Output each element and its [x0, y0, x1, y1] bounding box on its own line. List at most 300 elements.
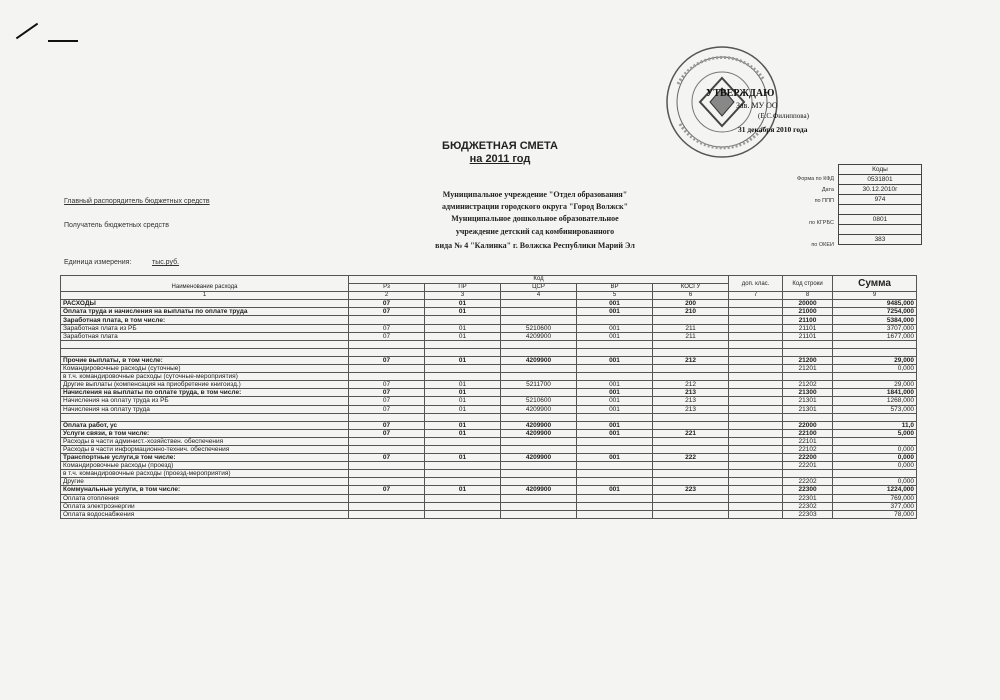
- row-pr: [425, 316, 501, 324]
- row-rz: 07: [349, 389, 425, 397]
- row-pr: [425, 445, 501, 453]
- row-dop: [729, 356, 783, 364]
- row-rz: [349, 478, 425, 486]
- row-dop: [729, 437, 783, 445]
- row-pr: 01: [425, 381, 501, 389]
- row-rz: [349, 437, 425, 445]
- row-dop: [729, 405, 783, 413]
- row-kosgu: [653, 340, 729, 348]
- codes-row: [839, 175, 922, 185]
- column-number: 6: [653, 292, 729, 300]
- col-kosgu-header: КОСГУ: [653, 284, 729, 292]
- row-line: 21301: [783, 397, 833, 405]
- row-vr: 001: [577, 429, 653, 437]
- row-csr: 4209900: [501, 332, 577, 340]
- row-line: 21301: [783, 405, 833, 413]
- row-pr: [425, 340, 501, 348]
- row-csr: [501, 373, 577, 381]
- row-csr: 4209900: [501, 486, 577, 494]
- row-name: Начисления на оплату труда из РБ: [61, 397, 349, 405]
- row-kosgu: [653, 421, 729, 429]
- row-rz: [349, 470, 425, 478]
- row-name: Оплата электроэнергии: [61, 502, 349, 510]
- row-csr: [501, 413, 577, 421]
- table-row: [61, 502, 917, 510]
- row-sum: 573,000: [833, 405, 917, 413]
- row-sum: 0,000: [833, 365, 917, 373]
- row-dop: [729, 494, 783, 502]
- row-sum: [833, 413, 917, 421]
- row-vr: [577, 445, 653, 453]
- row-rz: 07: [349, 397, 425, 405]
- row-rz: 07: [349, 356, 425, 364]
- table-row: [61, 478, 917, 486]
- row-kosgu: 222: [653, 454, 729, 462]
- code-value: 383: [839, 235, 922, 245]
- row-name: [61, 340, 349, 348]
- row-sum: 9485,000: [833, 300, 917, 308]
- row-sum: 3707,000: [833, 324, 917, 332]
- row-sum: 7254,000: [833, 308, 917, 316]
- row-csr: 4209900: [501, 429, 577, 437]
- page-title: [420, 140, 580, 166]
- row-pr: 01: [425, 454, 501, 462]
- row-pr: 01: [425, 332, 501, 340]
- row-line: 22200: [783, 454, 833, 462]
- row-rz: 07: [349, 405, 425, 413]
- row-dop: [729, 470, 783, 478]
- table-row: [61, 332, 917, 340]
- column-number: 9: [833, 292, 917, 300]
- row-csr: 5211700: [501, 381, 577, 389]
- row-vr: [577, 316, 653, 324]
- row-rz: [349, 445, 425, 453]
- row-vr: [577, 340, 653, 348]
- row-line: 21100: [783, 316, 833, 324]
- table-row: [61, 300, 917, 308]
- row-line: 22302: [783, 502, 833, 510]
- row-rz: [349, 348, 425, 356]
- table-row: [61, 324, 917, 332]
- code-value: [839, 225, 922, 235]
- org-line-1: Муниципальное учреждение "Отдел образования": [442, 190, 628, 199]
- row-name: Услуги связи, в том числе:: [61, 429, 349, 437]
- col-vr-header: ВР: [577, 284, 653, 292]
- row-rz: [349, 510, 425, 518]
- row-kosgu: [653, 510, 729, 518]
- table-row: [61, 486, 917, 494]
- row-rz: [349, 413, 425, 421]
- row-name: Расходы в части админист.-хозяйствен. обеспечения: [61, 437, 349, 445]
- row-dop: [729, 429, 783, 437]
- row-kosgu: [653, 373, 729, 381]
- table-row: [61, 445, 917, 453]
- row-vr: 001: [577, 421, 653, 429]
- table-row: [61, 494, 917, 502]
- table-row: [61, 389, 917, 397]
- row-sum: 377,000: [833, 502, 917, 510]
- row-pr: 01: [425, 324, 501, 332]
- approve-date: 31 декабря 2010 года: [738, 125, 808, 134]
- row-name: Начисления на оплату труда: [61, 405, 349, 413]
- table-row: [61, 510, 917, 518]
- row-name: Коммунальные услуги, в том числе:: [61, 486, 349, 494]
- row-line: 22300: [783, 486, 833, 494]
- row-vr: 001: [577, 332, 653, 340]
- row-dop: [729, 316, 783, 324]
- row-sum: 29,000: [833, 381, 917, 389]
- column-number: 4: [501, 292, 577, 300]
- table-row: [61, 421, 917, 429]
- row-csr: [501, 445, 577, 453]
- row-name: в т.ч. командировочные расходы (проезд-мероприятия): [61, 470, 349, 478]
- table-row: [61, 429, 917, 437]
- row-name: в т.ч. командировочные расходы (суточные-мероприятия): [61, 373, 349, 381]
- row-pr: [425, 365, 501, 373]
- row-vr: 001: [577, 300, 653, 308]
- row-vr: [577, 478, 653, 486]
- row-line: 22000: [783, 421, 833, 429]
- codes-header: Коды: [839, 165, 922, 175]
- row-dop: [729, 381, 783, 389]
- row-dop: [729, 365, 783, 373]
- code-label: Дата: [821, 187, 834, 193]
- col-csr-header: ЦСР: [501, 284, 577, 292]
- row-vr: [577, 373, 653, 381]
- row-line: 21201: [783, 365, 833, 373]
- row-pr: 01: [425, 389, 501, 397]
- scan-mark-dash: [48, 40, 78, 42]
- row-name: Прочие выплаты, в том числе:: [61, 356, 349, 364]
- row-dop: [729, 389, 783, 397]
- code-label: по КГРБС: [809, 220, 834, 226]
- row-pr: 01: [425, 356, 501, 364]
- row-line: 22100: [783, 429, 833, 437]
- org-line-5: вида № 4 "Калинка" г. Волжска Республики Марий Эл: [435, 241, 635, 250]
- row-sum: 1224,000: [833, 486, 917, 494]
- table-row: [61, 413, 917, 421]
- row-pr: 01: [425, 421, 501, 429]
- unit-value: тыс.руб.: [152, 259, 180, 266]
- main-manager-label: Главный распорядитель бюджетных средств: [64, 198, 210, 205]
- row-pr: [425, 413, 501, 421]
- code-label: Форма по КФД: [797, 176, 834, 182]
- table-row: [61, 316, 917, 324]
- codes-row: [839, 235, 922, 245]
- row-rz: 07: [349, 429, 425, 437]
- row-rz: [349, 340, 425, 348]
- row-name: Оплата работ, ус: [61, 421, 349, 429]
- row-line: 21202: [783, 381, 833, 389]
- row-line: 21200: [783, 356, 833, 364]
- row-dop: [729, 348, 783, 356]
- table-row: [61, 308, 917, 316]
- codes-row: [839, 185, 922, 195]
- row-csr: [501, 340, 577, 348]
- row-pr: [425, 502, 501, 510]
- row-kosgu: [653, 470, 729, 478]
- column-number: 5: [577, 292, 653, 300]
- row-pr: [425, 470, 501, 478]
- row-pr: [425, 437, 501, 445]
- row-dop: [729, 478, 783, 486]
- code-value: 30.12.2010г: [839, 185, 922, 195]
- codes-row: [839, 205, 922, 215]
- row-kosgu: [653, 348, 729, 356]
- row-dop: [729, 421, 783, 429]
- row-name: Транспортные услуги,в том числе:: [61, 454, 349, 462]
- row-pr: 01: [425, 308, 501, 316]
- row-rz: 07: [349, 308, 425, 316]
- row-dop: [729, 308, 783, 316]
- row-csr: 5210600: [501, 397, 577, 405]
- row-csr: 4209900: [501, 454, 577, 462]
- row-rz: [349, 502, 425, 510]
- row-dop: [729, 454, 783, 462]
- row-kosgu: [653, 462, 729, 470]
- org-line-4: учреждение детский сад комбинированного: [455, 227, 615, 236]
- row-sum: [833, 437, 917, 445]
- code-value: 0531801: [839, 175, 922, 185]
- row-pr: 01: [425, 429, 501, 437]
- row-name: Расходы в части информационно-технич. обеспечения: [61, 445, 349, 453]
- row-csr: [501, 365, 577, 373]
- row-vr: 001: [577, 324, 653, 332]
- row-dop: [729, 332, 783, 340]
- row-line: [783, 413, 833, 421]
- col-dop-header: доп. клас.: [729, 276, 783, 292]
- table-row: [61, 356, 917, 364]
- row-kosgu: 213: [653, 405, 729, 413]
- row-pr: [425, 373, 501, 381]
- row-line: 21101: [783, 332, 833, 340]
- table-row: [61, 437, 917, 445]
- row-vr: [577, 502, 653, 510]
- row-kosgu: 211: [653, 324, 729, 332]
- row-csr: 4209900: [501, 356, 577, 364]
- row-sum: 5,000: [833, 429, 917, 437]
- code-value: 0801: [839, 215, 922, 225]
- table-row: [61, 365, 917, 373]
- row-sum: [833, 348, 917, 356]
- row-sum: 5384,000: [833, 316, 917, 324]
- code-label: по ППП: [814, 198, 834, 204]
- row-sum: 1677,000: [833, 332, 917, 340]
- row-name: РАСХОДЫ: [61, 300, 349, 308]
- row-kosgu: 212: [653, 356, 729, 364]
- codes-row: [839, 195, 922, 205]
- row-sum: 769,000: [833, 494, 917, 502]
- row-csr: [501, 494, 577, 502]
- row-vr: [577, 437, 653, 445]
- row-rz: [349, 365, 425, 373]
- row-pr: 01: [425, 486, 501, 494]
- table-row: [61, 381, 917, 389]
- row-line: [783, 373, 833, 381]
- code-value: 974: [839, 195, 922, 205]
- table-row: [61, 348, 917, 356]
- row-pr: 01: [425, 300, 501, 308]
- row-pr: [425, 348, 501, 356]
- row-rz: 07: [349, 332, 425, 340]
- row-vr: [577, 510, 653, 518]
- row-csr: [501, 502, 577, 510]
- org-line-3: Муниципальное дошкольное образовательное: [451, 214, 619, 223]
- table-row: [61, 373, 917, 381]
- recipient-label: Получатель бюджетных средств: [64, 222, 169, 229]
- row-kosgu: [653, 494, 729, 502]
- row-line: 22101: [783, 437, 833, 445]
- codes-row: [839, 225, 922, 235]
- column-number: 7: [729, 292, 783, 300]
- row-line: 22202: [783, 478, 833, 486]
- title-line-2: на 2011 год: [469, 153, 531, 165]
- row-kosgu: [653, 478, 729, 486]
- row-csr: [501, 300, 577, 308]
- row-pr: [425, 494, 501, 502]
- row-sum: 29,000: [833, 356, 917, 364]
- row-dop: [729, 373, 783, 381]
- codes-table: [838, 164, 922, 245]
- row-rz: 07: [349, 454, 425, 462]
- row-dop: [729, 486, 783, 494]
- row-rz: 07: [349, 421, 425, 429]
- row-rz: [349, 373, 425, 381]
- row-sum: 0,000: [833, 454, 917, 462]
- table-row: [61, 470, 917, 478]
- row-sum: 1841,000: [833, 389, 917, 397]
- row-vr: [577, 348, 653, 356]
- row-csr: [501, 308, 577, 316]
- codes-row: [839, 215, 922, 225]
- row-csr: 4209900: [501, 421, 577, 429]
- budget-table: [60, 275, 917, 519]
- row-name: Командировочные расходы (проезд): [61, 462, 349, 470]
- row-csr: [501, 478, 577, 486]
- table-row: [61, 405, 917, 413]
- row-rz: [349, 316, 425, 324]
- row-sum: [833, 470, 917, 478]
- row-csr: [501, 437, 577, 445]
- row-dop: [729, 445, 783, 453]
- row-line: 22301: [783, 494, 833, 502]
- col-sum-header: Сумма: [833, 276, 917, 292]
- table-row: [61, 454, 917, 462]
- row-vr: 001: [577, 356, 653, 364]
- header-row-1: [61, 276, 917, 284]
- column-number: 8: [783, 292, 833, 300]
- approve-position: Зав. МУ ОО: [736, 101, 778, 110]
- row-csr: 4209900: [501, 405, 577, 413]
- approve-title: УТВЕРЖДАЮ: [706, 88, 775, 99]
- row-line: [783, 340, 833, 348]
- column-number: 1: [61, 292, 349, 300]
- row-kosgu: 223: [653, 486, 729, 494]
- row-dop: [729, 397, 783, 405]
- row-kosgu: 212: [653, 381, 729, 389]
- row-vr: [577, 494, 653, 502]
- table-row: [61, 397, 917, 405]
- row-kosgu: 213: [653, 397, 729, 405]
- row-line: 22102: [783, 445, 833, 453]
- row-vr: 001: [577, 405, 653, 413]
- row-vr: 001: [577, 381, 653, 389]
- row-vr: 001: [577, 397, 653, 405]
- row-line: 22201: [783, 462, 833, 470]
- row-vr: [577, 413, 653, 421]
- row-csr: [501, 348, 577, 356]
- table-row: [61, 340, 917, 348]
- column-number: 2: [349, 292, 425, 300]
- row-sum: 0,000: [833, 462, 917, 470]
- row-kosgu: [653, 413, 729, 421]
- row-name: Другие выплаты (компенсация на приобретение книгоизд.): [61, 381, 349, 389]
- row-name: Командировочные расходы (суточные): [61, 365, 349, 373]
- row-dop: [729, 510, 783, 518]
- row-line: 21000: [783, 308, 833, 316]
- row-pr: 01: [425, 405, 501, 413]
- row-sum: 11,0: [833, 421, 917, 429]
- code-value: [839, 205, 922, 215]
- row-line: 21300: [783, 389, 833, 397]
- row-pr: [425, 510, 501, 518]
- row-rz: 07: [349, 381, 425, 389]
- row-csr: [501, 316, 577, 324]
- row-kosgu: [653, 316, 729, 324]
- col-line-header: Код строки: [783, 276, 833, 292]
- row-name: [61, 413, 349, 421]
- row-pr: [425, 462, 501, 470]
- row-vr: 001: [577, 454, 653, 462]
- row-dop: [729, 413, 783, 421]
- row-vr: [577, 462, 653, 470]
- row-name: Оплата труда и начисления на выплаты по оплате труда: [61, 308, 349, 316]
- row-kosgu: 221: [653, 429, 729, 437]
- row-vr: 001: [577, 389, 653, 397]
- row-vr: [577, 365, 653, 373]
- row-vr: [577, 470, 653, 478]
- row-kosgu: 211: [653, 332, 729, 340]
- row-csr: 5210600: [501, 324, 577, 332]
- row-name: [61, 348, 349, 356]
- row-line: 20000: [783, 300, 833, 308]
- row-csr: [501, 510, 577, 518]
- row-name: Заработная плата, в том числе:: [61, 316, 349, 324]
- row-csr: [501, 389, 577, 397]
- col-rz-header: Рз: [349, 284, 425, 292]
- row-rz: 07: [349, 486, 425, 494]
- col-pr-header: ПР: [425, 284, 501, 292]
- row-line: [783, 348, 833, 356]
- row-name: Другие: [61, 478, 349, 486]
- row-line: [783, 470, 833, 478]
- row-rz: 07: [349, 324, 425, 332]
- col-name-header: Наименование расхода: [61, 276, 349, 292]
- approve-name: (Е.С.Филиппова): [758, 112, 809, 120]
- column-number: 3: [425, 292, 501, 300]
- row-rz: 07: [349, 300, 425, 308]
- row-vr: 001: [577, 308, 653, 316]
- row-sum: [833, 340, 917, 348]
- row-rz: [349, 494, 425, 502]
- title-line-1: БЮДЖЕТНАЯ СМЕТА: [442, 140, 558, 152]
- unit-label: Единица измерения:: [64, 259, 132, 266]
- row-line: 22303: [783, 510, 833, 518]
- row-sum: 1268,000: [833, 397, 917, 405]
- row-pr: [425, 478, 501, 486]
- row-kosgu: 200: [653, 300, 729, 308]
- row-sum: [833, 373, 917, 381]
